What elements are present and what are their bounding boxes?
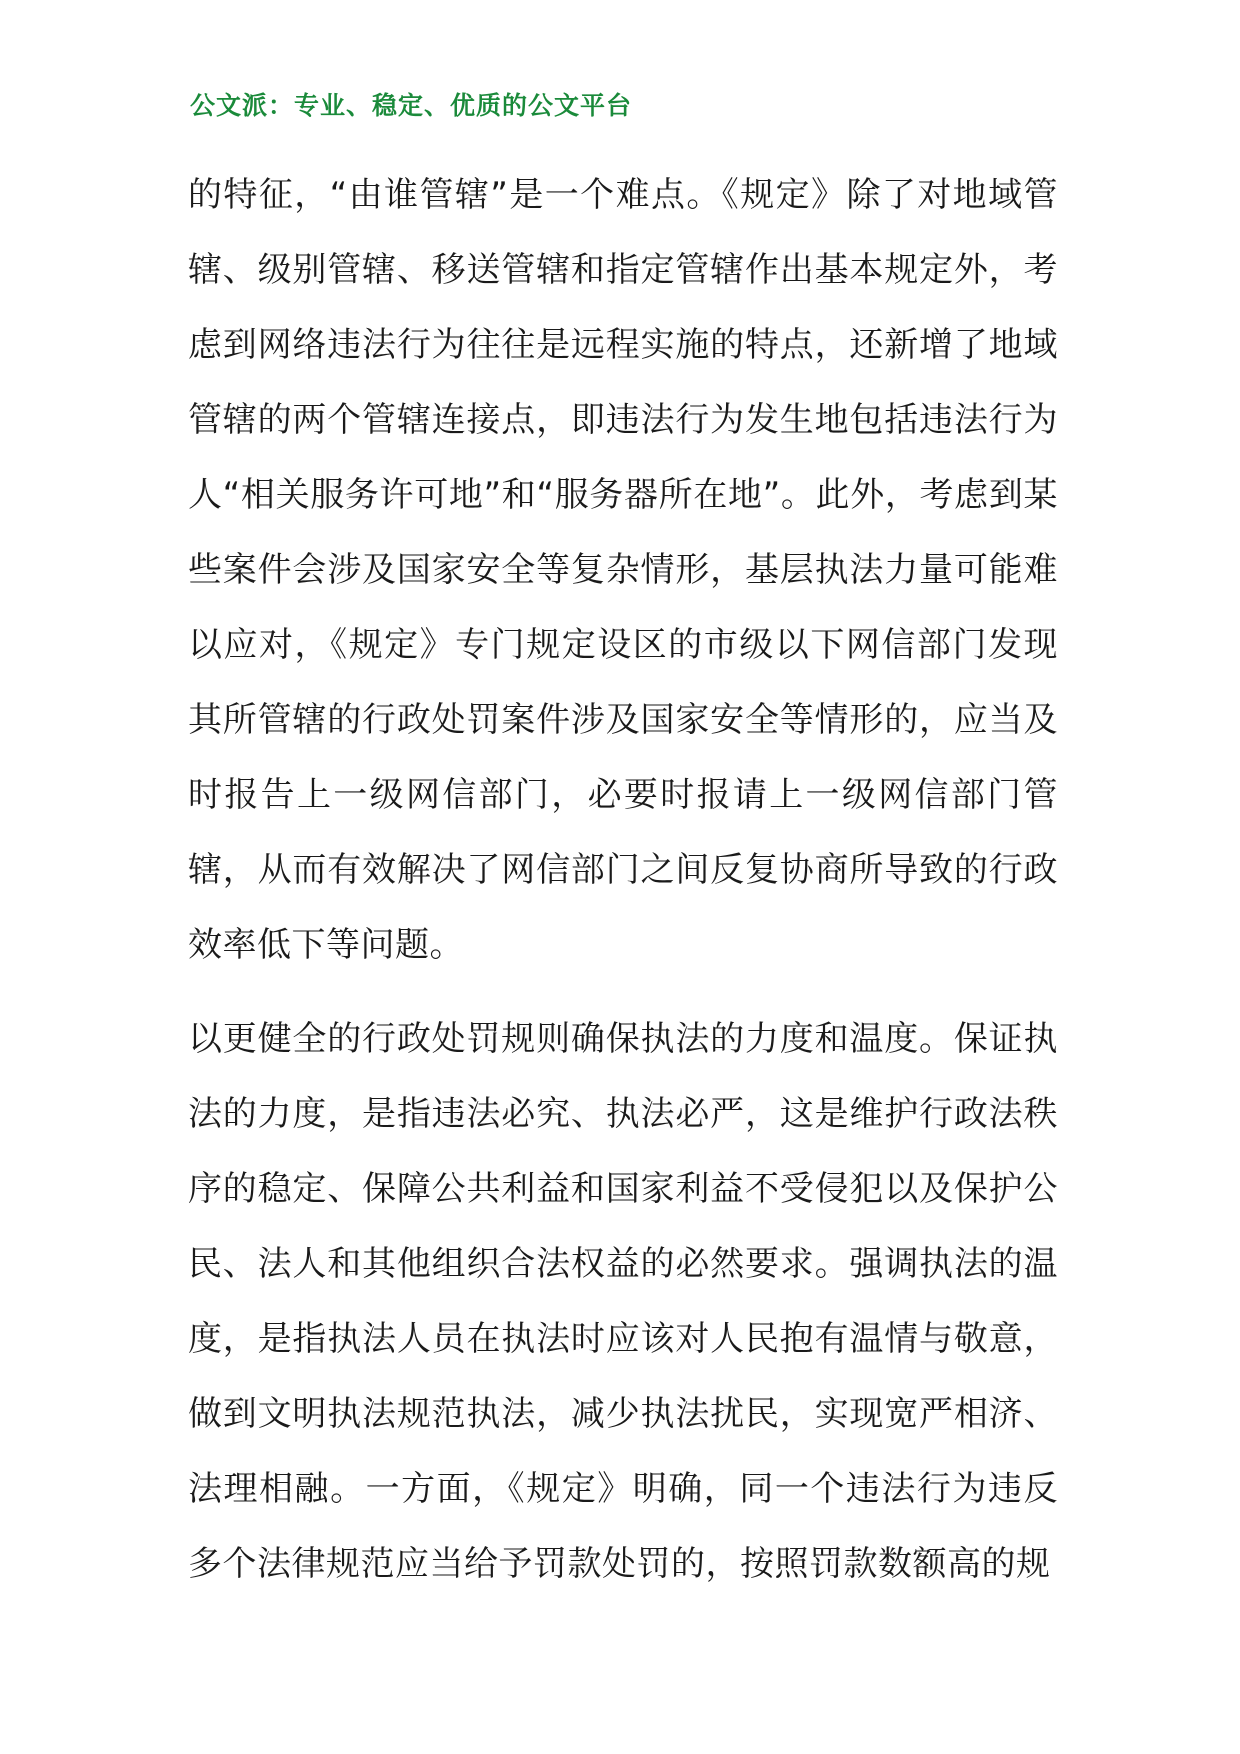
body-paragraph-2: 以更健全的行政处罚规则确保执法的力度和温度。保证执法的力度，是指违法必究、执法必严，这是维护行政法秩序的稳定、保障公共利益和国家利益不受侵犯以及保护公民、法人和其他组织合法权益的必然要求。强调执法的温度，是指执法人员在执法时应该对人民抱有温情与敬意，做到文明执法规范执法，减少执法扰民，实现宽严相济、法理相融。一方面，《规定》明确，同一个违法行为违反多个法律规范应当给予罚款处罚的，按照罚款数额高的规	[188, 1019, 1058, 1584]
body-paragraph-1: 的特征，“由谁管辖”是一个难点。《规定》除了对地域管辖、级别管辖、移送管辖和指定管辖作出基本规定外，考虑到网络违法行为往往是远程实施的特点，还新增了地域管辖的两个管辖连接点，即违法行为发生地包括违法行为人“相关服务许可地”和“服务器所在地”。此外，考虑到某些案件会涉及国家安全等复杂情形，基层执法力量可能难以应对，《规定》专门规定设区的市级以下网信部门发现其所管辖的行政处罚案件涉及国家安全等情形的，应当及时报告上一级网信部门，必要时报请上一级网信部门管辖，从而有效解决了网信部门之间反复协商所导致的行政效率低下等问题。	[188, 175, 1058, 965]
site-header-title: 公文派：专业、稳定、优质的公文平台	[190, 91, 633, 120]
